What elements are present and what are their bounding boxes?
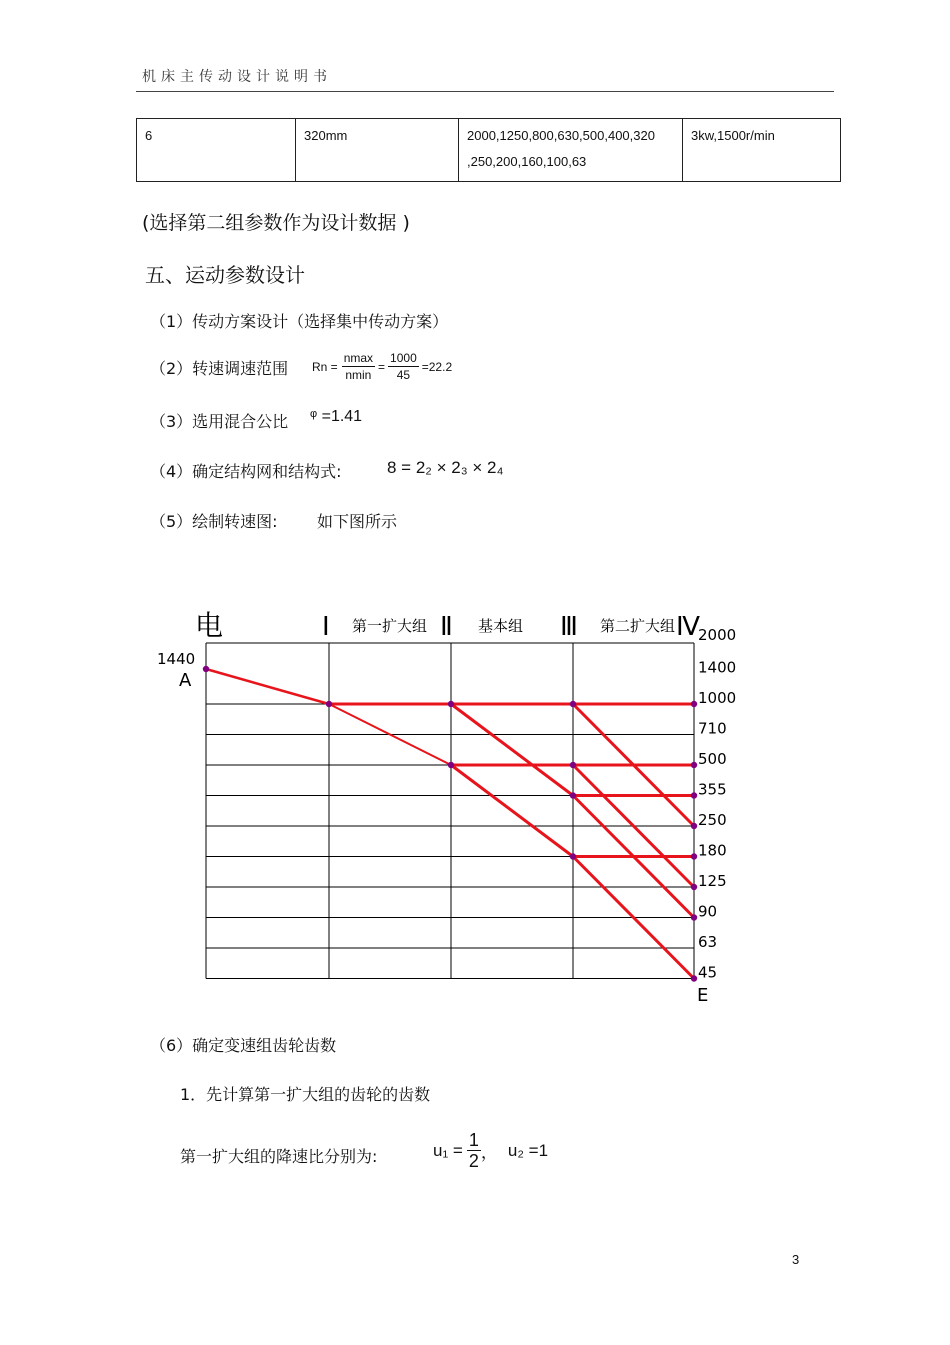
speed-level-label: 125 (698, 872, 727, 890)
fraction-denominator: 45 (396, 368, 411, 382)
speed-level-label: 1400 (698, 658, 737, 677)
structure-formula: 8 = 2₂ × 2₃ × 2₄ (387, 458, 504, 477)
ratio-formula (310, 408, 362, 426)
point-a-label: A (179, 670, 192, 691)
table-cell: 3kw,1500r/min (683, 119, 841, 182)
spec-table (136, 118, 841, 182)
item-1: （1）传动方案设计（选择集中传动方案） (150, 312, 449, 331)
speed-level-label: 500 (698, 750, 727, 768)
group-label: 基本组 (478, 617, 524, 635)
speed-point (570, 701, 576, 707)
speed-line (206, 669, 329, 704)
speed-line (451, 704, 573, 796)
fraction-nmax-nmin (342, 350, 375, 383)
speed-level-label: 710 (698, 719, 727, 738)
range-formula (312, 350, 452, 383)
item-5-desc: 如下图所示 (317, 512, 398, 531)
table-row (137, 119, 841, 182)
speed-point (448, 701, 454, 707)
speed-point (203, 666, 209, 672)
motor-speed-label: 1440 (157, 650, 196, 668)
fraction-one-half (467, 1130, 481, 1171)
speed-line (451, 765, 573, 857)
table-cell: 6 (137, 119, 296, 182)
speed-level-label: 63 (698, 933, 718, 951)
item-3-label: （3）选用混合公比 (150, 412, 289, 431)
diagram-lines (206, 669, 694, 979)
page-number: 3 (792, 1252, 800, 1267)
document-header: 机床主传动设计说明书 (142, 69, 332, 85)
u1-label: u₁ = (433, 1140, 463, 1160)
diagram-points (203, 666, 697, 982)
speed-point (570, 762, 576, 768)
reduction-ratio-text: 第一扩大组的降速比分别为: (180, 1147, 378, 1166)
shaft-label: Ⅳ (676, 612, 700, 642)
reduction-ratio-formula (433, 1130, 548, 1171)
fraction-1000-45 (388, 350, 419, 383)
item-3 (150, 409, 288, 432)
shaft-label: 电 (195, 609, 224, 642)
fraction-numerator: nmax (343, 351, 374, 365)
sub-item-1: 1．先计算第一扩大组的齿轮的齿数 (180, 1085, 431, 1104)
speed-point (691, 792, 697, 798)
speed-point (691, 914, 697, 920)
shaft-label: Ⅲ (560, 612, 578, 642)
u2-value: u₂ =1 (507, 1140, 549, 1160)
group-label: 第二扩大组 (600, 617, 676, 635)
speed-level-label: 2000 (698, 626, 737, 644)
speed-level-label: 90 (698, 902, 718, 921)
item-4-label: （4）确定结构网和结构式: (150, 462, 342, 481)
item-6: （6）确定变速组齿轮齿数 (150, 1036, 337, 1055)
speed-level-label: 355 (698, 780, 727, 799)
speed-point (691, 762, 697, 768)
fraction-denominator: 2 (468, 1151, 479, 1171)
fraction-numerator: 1 (468, 1130, 479, 1150)
speed-point (691, 853, 697, 859)
fraction-numerator: 1000 (390, 351, 417, 365)
header-rule (136, 91, 834, 92)
speed-level-label: 180 (698, 841, 727, 860)
group-label: 第一扩大组 (352, 617, 428, 635)
diagram-grid (206, 643, 694, 979)
table-cell: 320mm (296, 119, 459, 182)
ratio-value: =1.41 (321, 408, 363, 425)
separator: ， (480, 1143, 498, 1162)
speed-level-label: 45 (698, 963, 718, 982)
item-5-label: （5）绘制转速图: (150, 512, 278, 531)
speed-point (691, 823, 697, 829)
speed-point (570, 792, 576, 798)
design-note: (选择第二组参数作为设计数据 ) (142, 212, 410, 234)
rn-label: Rn = (312, 359, 338, 374)
speed-point (570, 853, 576, 859)
item-2-label: （2）转速调速范围 (150, 359, 289, 378)
range-result: =22.2 (421, 359, 453, 374)
speed-point (691, 884, 697, 890)
equals-sign: = (378, 359, 386, 374)
speed-level-label: 250 (698, 811, 727, 829)
table-cell: 2000,1250,800,630,500,400,320 ,250,200,160,100,63 (459, 119, 683, 182)
speed-point (691, 975, 697, 981)
item-4 (150, 459, 342, 482)
shaft-label: Ⅱ (440, 612, 453, 642)
shaft-label: Ⅰ (322, 612, 330, 642)
section-title: 五、运动参数设计 (145, 263, 305, 287)
speed-diagram (150, 600, 750, 1010)
speed-point (691, 701, 697, 707)
item-2 (150, 356, 288, 379)
diagram-labels (157, 609, 736, 1006)
item-5 (150, 509, 278, 532)
speed-point (326, 701, 332, 707)
speed-point (448, 762, 454, 768)
point-e-label: E (697, 985, 709, 1006)
speed-level-label: 1000 (698, 689, 737, 707)
fraction-denominator: nmin (345, 368, 372, 382)
phi-symbol: φ (310, 408, 318, 420)
